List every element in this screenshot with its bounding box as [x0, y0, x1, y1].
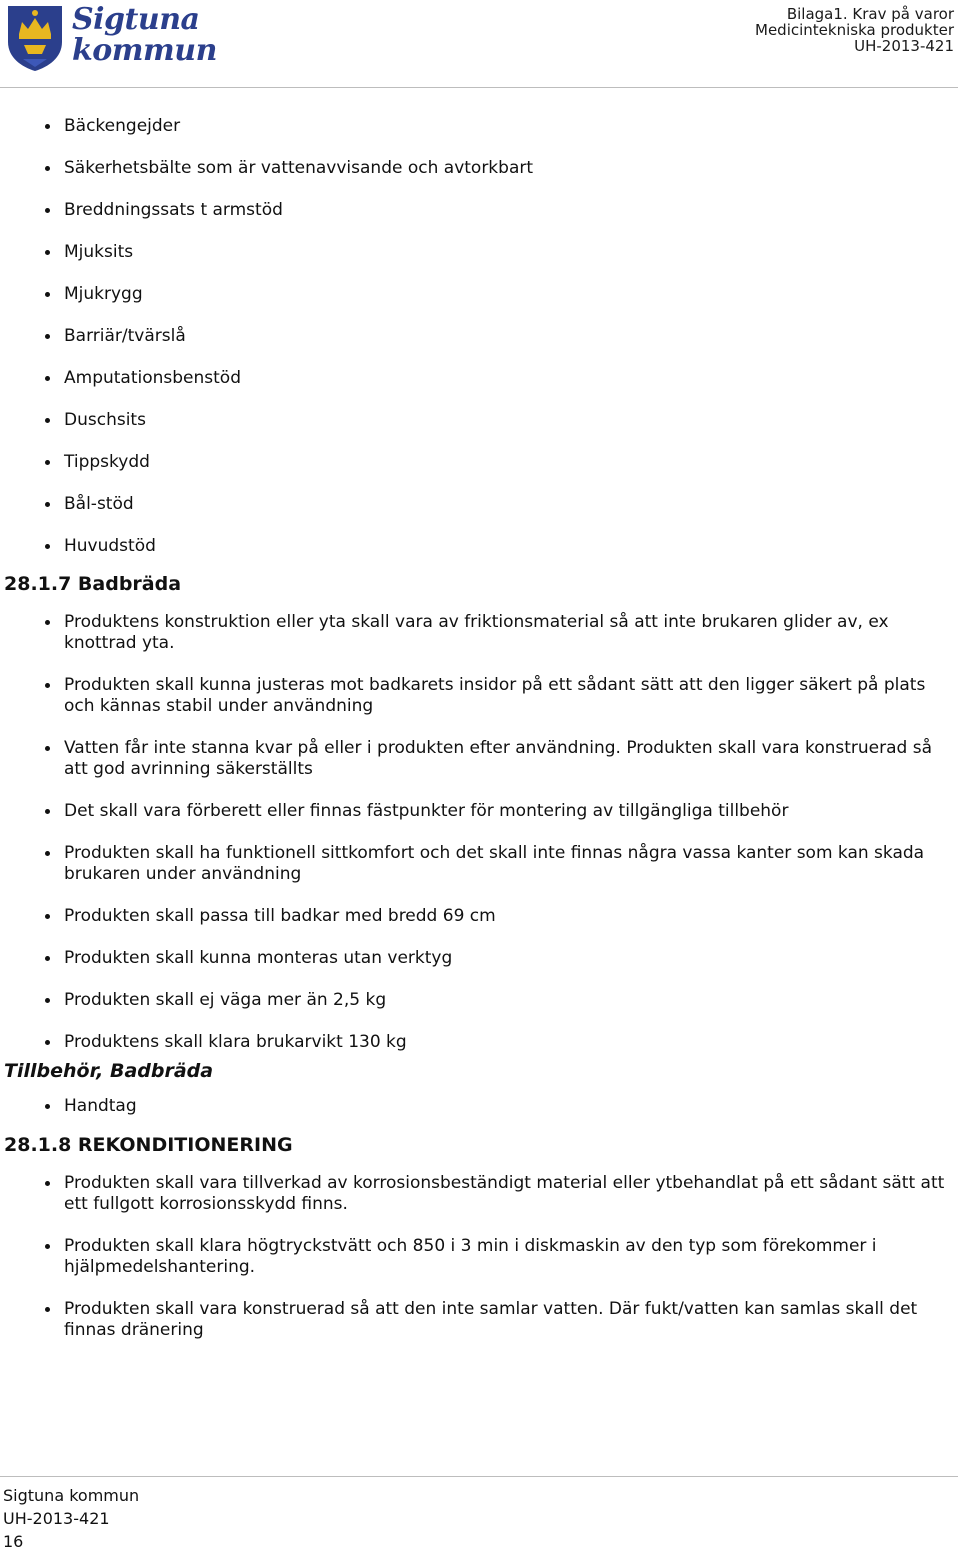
list-item: Mjukrygg [0, 284, 958, 305]
list-item: Handtag [0, 1096, 958, 1117]
list-item: Produkten skall vara tillverkad av korrosionsbeständigt material eller ytbehandlat på ett sådant sätt att ett fullgott korrosionsskydd finns. [0, 1173, 958, 1215]
list-item: Produkten skall ha funktionell sittkomfort och det skall inte finnas några vassa kanter som kan skada brukaren under användning [0, 843, 958, 885]
list-item: Mjuksits [0, 242, 958, 263]
document-reference [755, 6, 954, 54]
list-item: Vatten får inte stanna kvar på eller i produkten efter användning. Produkten skall vara konstruerad så att god avrinning säkerställts [0, 738, 958, 780]
coat-of-arms-icon [6, 4, 64, 72]
list-item: Bäckengejder [0, 116, 958, 137]
list-item: Breddningssats t armstöd [0, 200, 958, 221]
list-item: Barriär/tvärslå [0, 326, 958, 347]
header-divider [0, 87, 958, 88]
list-item: Huvudstöd [0, 536, 958, 557]
page-header [0, 0, 960, 88]
badbrada-requirements-list [0, 612, 958, 1053]
logo-wordmark [72, 4, 217, 66]
list-item: Tippskydd [0, 452, 958, 473]
tillbehor-list [0, 1096, 958, 1117]
subheading-tillbehor: Tillbehör, Badbräda [4, 1060, 214, 1082]
section-heading-rekonditionering: 28.1.8 REKONDITIONERING [4, 1134, 293, 1156]
list-item: Produkten skall ej väga mer än 2,5 kg [0, 990, 958, 1011]
list-item: Produkten skall passa till badkar med bredd 69 cm [0, 906, 958, 927]
list-item: Produktens konstruktion eller yta skall vara av friktionsmaterial så att inte brukaren glider av, ex knottrad yta. [0, 612, 958, 654]
list-item: Produkten skall klara högtryckstvätt och 850 i 3 min i diskmaskin av den typ som förekommer i hjälpmedelshantering. [0, 1236, 958, 1278]
section-heading-badbrada: 28.1.7 Badbräda [4, 573, 182, 595]
footer-org: Sigtuna kommun [3, 1486, 140, 1505]
document-body [0, 112, 958, 1362]
doc-ref-line-3: UH-2013-421 [854, 37, 954, 55]
logo-line-2: kommun [72, 33, 217, 68]
list-item: Amputationsbenstöd [0, 368, 958, 389]
page-footer [3, 1484, 139, 1553]
footer-doc-id: UH-2013-421 [3, 1509, 110, 1528]
list-item: Bål-stöd [0, 494, 958, 515]
list-item: Produkten skall vara konstruerad så att den inte samlar vatten. Där fukt/vatten kan samlas skall det finnas dränering [0, 1299, 958, 1341]
list-item: Produkten skall kunna monteras utan verktyg [0, 948, 958, 969]
list-item: Produkten skall kunna justeras mot badkarets insidor på ett sådant sätt att den ligger säkert på plats och kännas stabil under användning [0, 675, 958, 717]
accessory-list [0, 116, 958, 557]
sigtuna-kommun-logo [6, 4, 216, 74]
doc-ref-line-1: Bilaga1. Krav på varor [786, 5, 954, 23]
list-item: Produktens skall klara brukarvikt 130 kg [0, 1032, 958, 1053]
list-item: Duschsits [0, 410, 958, 431]
logo-line-1: Sigtuna [72, 2, 200, 37]
doc-ref-line-2: Medicintekniska produkter [755, 21, 954, 39]
list-item: Säkerhetsbälte som är vattenavvisande och avtorkbart [0, 158, 958, 179]
footer-divider [0, 1476, 958, 1477]
page-number: 16 [3, 1532, 24, 1551]
list-item: Det skall vara förberett eller finnas fästpunkter för montering av tillgängliga tillbehör [0, 801, 958, 822]
rekonditionering-list [0, 1173, 958, 1341]
